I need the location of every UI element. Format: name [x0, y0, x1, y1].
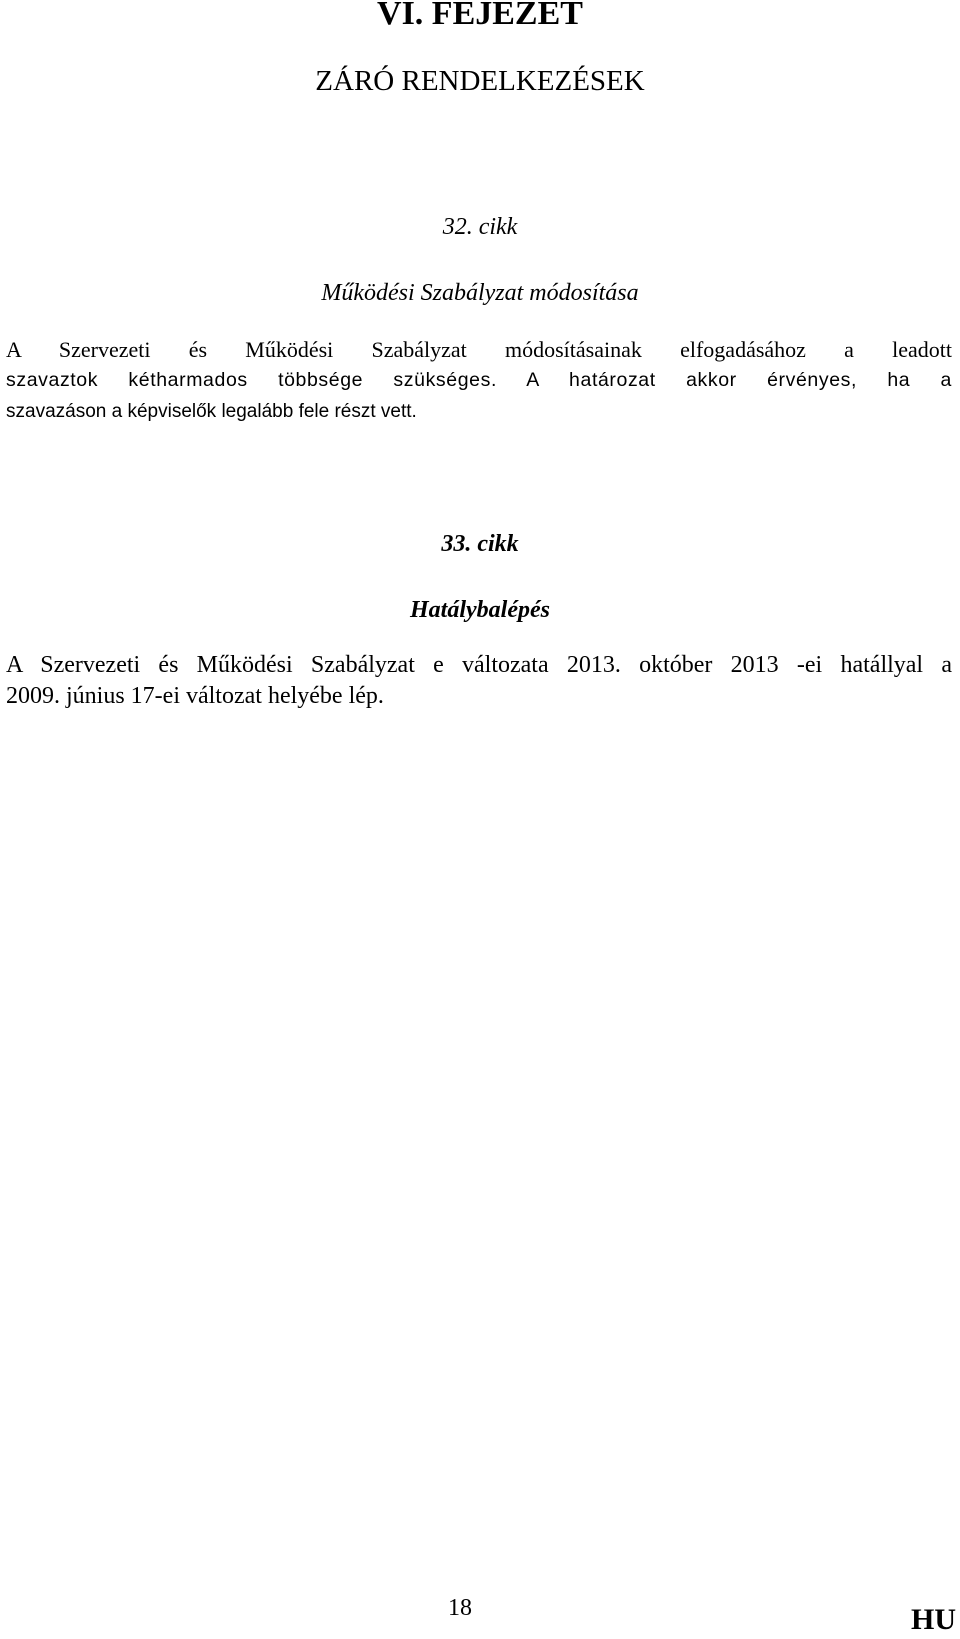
- article-32-number: 32. cikk: [442, 214, 518, 240]
- article-32-line: szavazáson a képviselők legalább fele részt vett.: [6, 401, 417, 422]
- chapter-heading: VI. FEJEZET: [377, 0, 583, 32]
- chapter-title: ZÁRÓ RENDELKEZÉSEK: [315, 65, 645, 97]
- article-33-line: A Szervezeti és Működési Szabályzat e változata 2013. október 2013 -ei hatállyal a: [6, 652, 952, 678]
- article-32-line: szavaztok kétharmados többsége szükséges. A határozat akkor érvényes, ha a: [6, 369, 952, 391]
- article-32-body: [6, 334, 952, 427]
- article-33-line: 2009. június 17-ei változat helyébe lép.: [6, 683, 384, 709]
- article-33-body: [6, 650, 952, 712]
- article-33-title: Hatálybalépés: [410, 597, 550, 623]
- page-number: 18: [448, 1595, 472, 1621]
- language-code: HU: [911, 1603, 956, 1636]
- article-32-title: Működési Szabályzat módosítása: [321, 280, 639, 306]
- article-32-line: A Szervezeti és Működési Szabályzat módosításainak elfogadásához a leadott: [6, 337, 952, 362]
- article-33-number: 33. cikk: [441, 531, 519, 557]
